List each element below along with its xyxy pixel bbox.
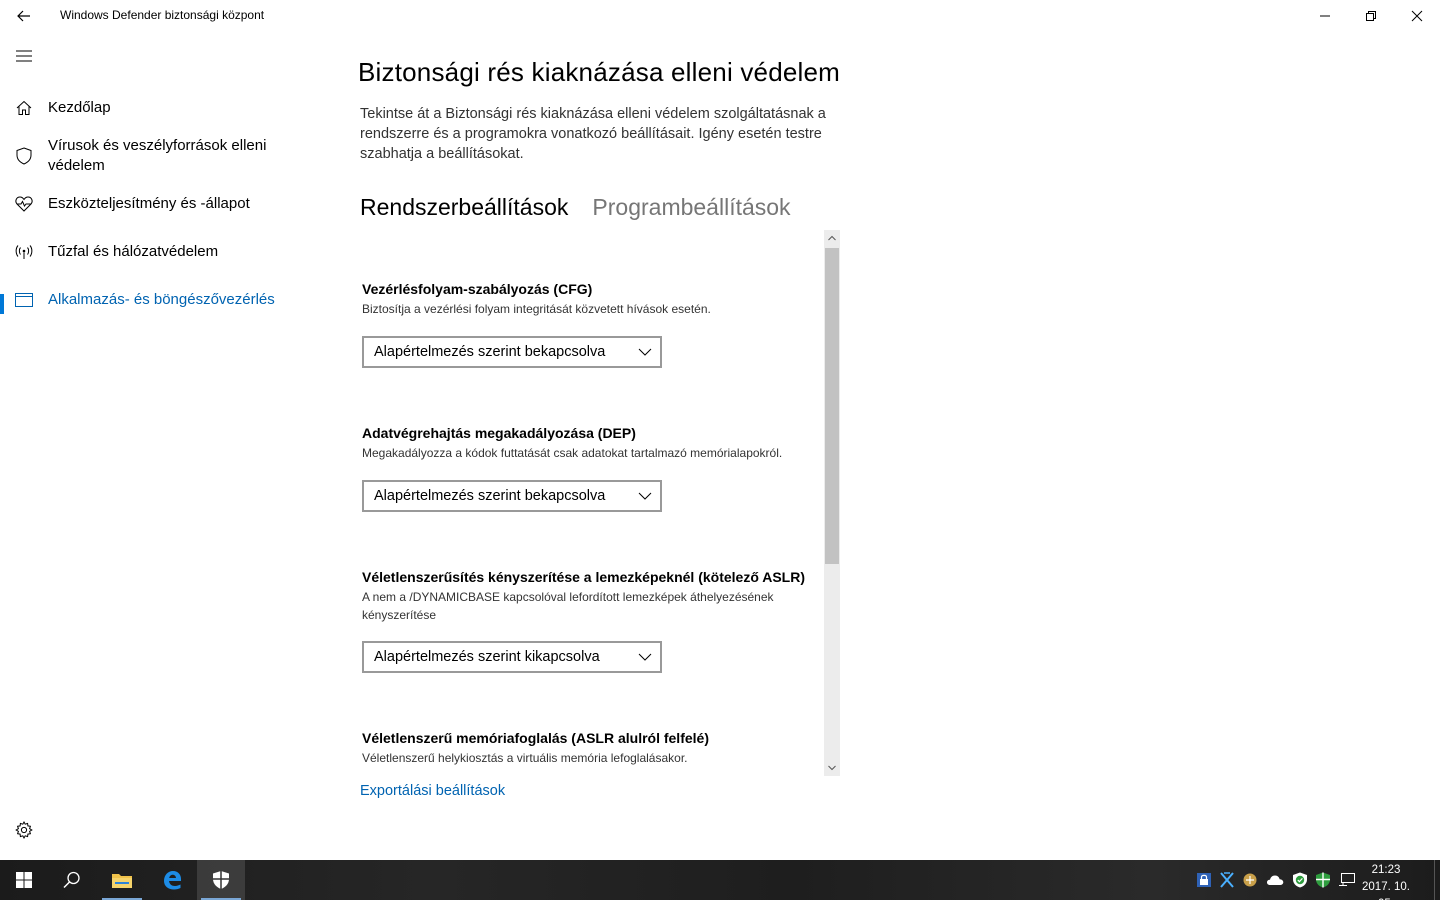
x-cross-icon (1219, 872, 1235, 888)
sidebar-item-label: Eszközteljesítmény és -állapot (48, 195, 250, 212)
clock-time: 21:23 (1371, 864, 1401, 876)
tab-system-settings[interactable]: Rendszerbeállítások (360, 194, 569, 220)
section-title: Véletlenszerűsítés kényszerítése a lemezképeknél (kötelező ASLR) (362, 569, 806, 585)
taskbar (0, 860, 1440, 910)
mandatory-aslr-dropdown[interactable] (362, 641, 662, 673)
tab-program-settings[interactable]: Programbeállítások (592, 194, 791, 220)
section-mandatory-aslr (362, 568, 822, 665)
defender-shield-icon (212, 870, 230, 890)
minimize-icon (1320, 11, 1330, 21)
dropdown-value: Alapértelmezés szerint bekapcsolva (374, 344, 606, 360)
restore-icon (1366, 11, 1376, 21)
settings-scroll-area (360, 230, 840, 776)
section-title: Vezérlésfolyam-szabályozás (CFG) (362, 281, 593, 297)
dep-dropdown[interactable] (362, 480, 662, 512)
scroll-up-button[interactable] (824, 230, 840, 246)
network-icon (1338, 872, 1356, 888)
section-description: Biztosítja a vezérlési folyam integritását közvetett hívások esetén. (362, 302, 711, 316)
sidebar-item-label: Kezdőlap (48, 99, 111, 116)
export-settings-link[interactable]: Exportálási beállítások (360, 783, 506, 799)
vertical-scrollbar[interactable] (824, 230, 840, 776)
title-bar (0, 0, 1440, 32)
page-title: Biztonsági rés kiaknázása elleni védelem (358, 57, 841, 87)
start-button[interactable] (0, 860, 48, 900)
sidebar-item-app-browser-control[interactable] (0, 290, 288, 310)
chevron-up-icon (828, 235, 836, 241)
antenna-icon (14, 242, 34, 262)
page-description: Tekintse át a Biztonsági rés kiaknázása elleni védelem szolgáltatásnak a rendszerre és a programokra vonatkozó beállításait. Igény esetén testre szabhatja a beállításokat. (360, 106, 826, 162)
section-description: A nem a /DYNAMICBASE kapcsolóval lefordított lemezképek áthelyezésének kényszerítése (362, 590, 774, 622)
section-title: Adatvégrehajtás megakadályozása (DEP) (362, 425, 636, 441)
home-icon (14, 98, 34, 118)
hamburger-icon (16, 50, 32, 62)
taskbar-clock[interactable] (1360, 862, 1412, 913)
taskbar-search-button[interactable] (48, 860, 96, 900)
package-icon (1242, 872, 1258, 888)
clock-date: 2017. 10. 05. (1362, 881, 1410, 910)
back-arrow-icon (17, 10, 31, 22)
tray-keepass[interactable] (1194, 870, 1214, 890)
section-description: Véletlenszerű helykiosztás a virtuális memória lefoglalásakor. (362, 751, 688, 765)
shield-green-icon (1315, 872, 1331, 888)
restore-button[interactable] (1348, 0, 1394, 32)
sidebar-item-home[interactable] (0, 98, 288, 118)
section-description: Megakadályozza a kódok futtatását csak adatokat tartalmazó memórialapokról. (362, 446, 783, 460)
gear-icon (15, 821, 33, 839)
cfg-dropdown[interactable] (362, 336, 662, 368)
edge-browser-icon (161, 869, 183, 891)
lock-icon (1196, 872, 1212, 888)
heart-icon (14, 194, 34, 214)
search-icon (63, 871, 81, 889)
chevron-down-icon (638, 650, 652, 664)
taskbar-defender[interactable] (197, 860, 245, 900)
dropdown-value: Alapértelmezés szerint bekapcsolva (374, 488, 606, 504)
sidebar-item-label: Vírusok és veszélyforrások elleni védelem (48, 137, 267, 174)
minimize-button[interactable] (1302, 0, 1348, 32)
show-desktop-button[interactable] (1434, 860, 1440, 900)
tray-network[interactable] (1337, 870, 1357, 890)
settings-button[interactable] (14, 820, 34, 840)
close-button[interactable] (1394, 0, 1440, 32)
dropdown-value: Alapértelmezés szerint kikapcsolva (374, 649, 600, 665)
chevron-down-icon (638, 489, 652, 503)
tray-update-app[interactable] (1240, 870, 1260, 890)
sidebar-item-firewall[interactable] (0, 242, 288, 262)
windows-logo-icon (16, 872, 32, 888)
section-bottom-up-aslr (362, 729, 822, 767)
back-button[interactable] (10, 4, 38, 28)
chevron-down-icon (828, 765, 836, 771)
scrollbar-thumb[interactable] (825, 248, 839, 564)
cloud-icon (1266, 874, 1284, 886)
app-browser-icon (14, 290, 34, 310)
section-cfg (362, 280, 822, 360)
sidebar-item-virus-protection[interactable] (0, 136, 288, 176)
section-title: Véletlenszerű memóriafoglalás (ASLR alulról felfelé) (362, 730, 709, 746)
section-dep (362, 424, 822, 504)
taskbar-file-explorer[interactable] (98, 860, 146, 900)
tray-security-app[interactable] (1313, 870, 1333, 890)
sidebar-item-label: Tűzfal és hálózatvédelem (48, 243, 219, 260)
shield-icon (14, 146, 34, 166)
tray-onedrive[interactable] (1265, 870, 1285, 890)
settings-tabs (360, 194, 791, 221)
folder-icon (111, 871, 133, 889)
tray-x-app[interactable] (1217, 870, 1237, 890)
scroll-down-button[interactable] (824, 760, 840, 776)
hamburger-menu-button[interactable] (10, 44, 38, 68)
sidebar-item-label: Alkalmazás- és böngészővezérlés (48, 291, 275, 308)
close-icon (1412, 11, 1422, 21)
sidebar-item-device-health[interactable] (0, 194, 288, 214)
window-title: Windows Defender biztonsági központ (60, 8, 265, 22)
taskbar-edge-browser[interactable] (148, 860, 196, 900)
chevron-down-icon (638, 345, 652, 359)
shield-check-icon (1292, 872, 1308, 888)
tray-defender[interactable] (1290, 870, 1310, 890)
